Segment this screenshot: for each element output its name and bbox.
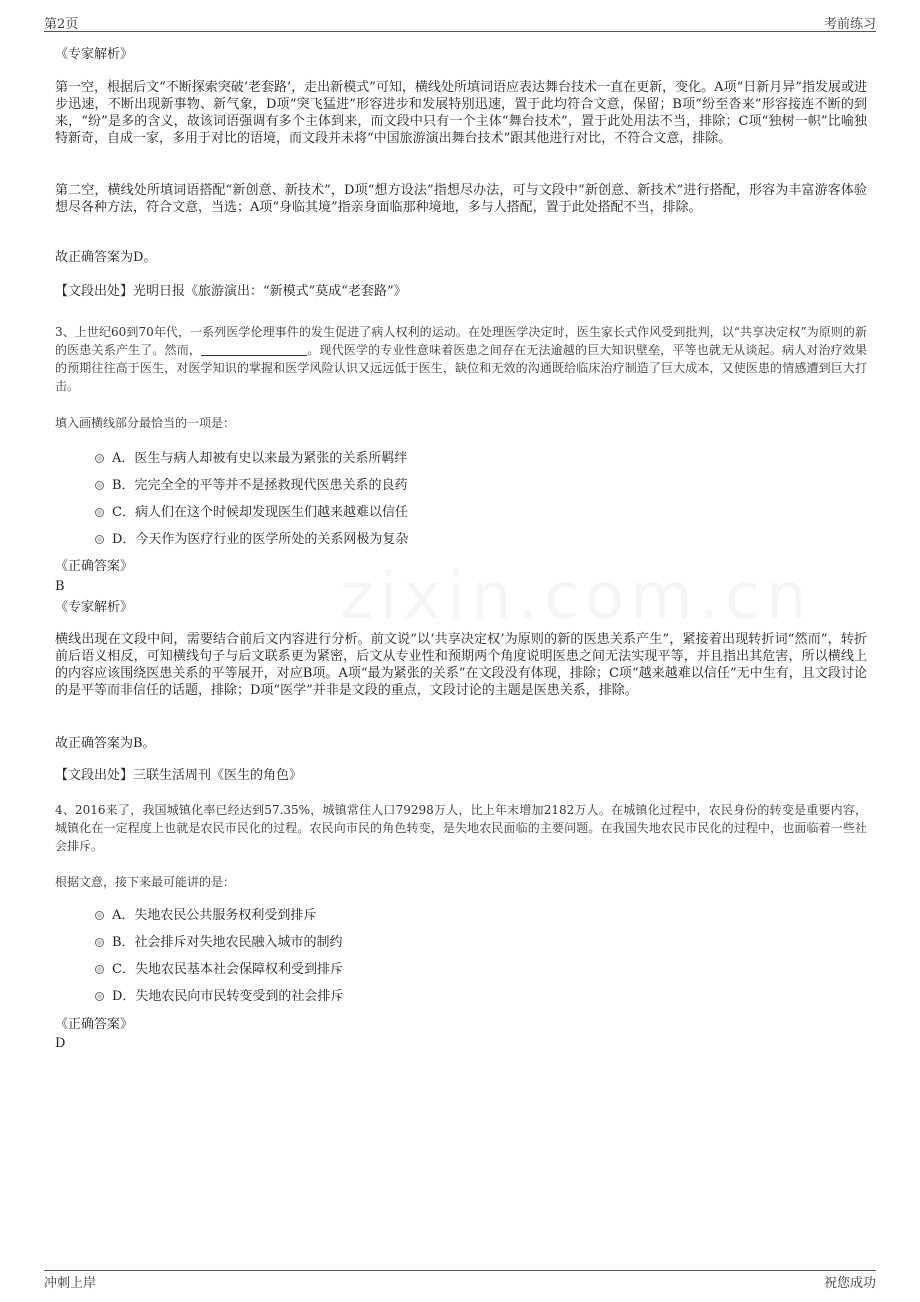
q3-option-b-label: B．完完全全的平等并不是拯救现代医患关系的良药 xyxy=(112,478,408,493)
q2-analysis-para1: 第一空，根据后文“不断探索突破‘老套路’，走出新模式”可知，横线处所填词语应表达舞台技术一直在更新，变化。A项“日新月异”指发展或进步迅速，不断出现新事物、新气象，D项“突飞猛进”形容进步和发展特别迅速，置于此均符合文意，保留；B项“纷至沓来”形容接连不断的到来，“纷”是多的含义，故该词语强调有多个主体到来，而文段中只有一个主体“舞台技术”，置于此处用法不当，排除；C项“独树一帜”比喻独特新奇，自成一家，多用于对比的语境，而文段并未将“中国旅游演出舞台技术”跟其他进行对比，不符合文意，排除。 xyxy=(55,80,867,146)
q2-analysis-label: 《专家解析》 xyxy=(55,47,134,62)
radio-icon[interactable] xyxy=(95,965,104,974)
q3-option-d[interactable] xyxy=(95,531,865,548)
q4-option-c-label: C．失地农民基本社会保障权利受到排斥 xyxy=(112,962,343,977)
q3-prompt: 填入画横线部分最恰当的一项是： xyxy=(55,416,236,430)
q4-option-d-label: D．失地农民向市民转变受到的社会排斥 xyxy=(112,989,344,1004)
q3-option-a-label: A．医生与病人却被有史以来最为紧张的关系所羁绊 xyxy=(112,451,408,466)
q4-option-c[interactable] xyxy=(95,961,865,978)
radio-icon[interactable] xyxy=(95,911,104,920)
radio-icon[interactable] xyxy=(95,481,104,490)
q2-source: 【文段出处】光明日报《旅游演出：“新模式”莫成“老套路”》 xyxy=(55,284,407,299)
q3-option-b[interactable] xyxy=(95,477,865,494)
q4-option-a[interactable] xyxy=(95,907,865,924)
page-footer xyxy=(44,1270,876,1292)
q3-option-d-label: D．今天作为医疗行业的医学所处的关系网极为复杂 xyxy=(112,532,409,547)
q3-answer: B xyxy=(55,579,65,594)
radio-icon[interactable] xyxy=(95,535,104,544)
radio-icon[interactable] xyxy=(95,992,104,1001)
q4-prompt: 根据文意，接下来最可能讲的是： xyxy=(55,875,236,889)
q3-stem-before: 3、上世纪60到70年代，一系列医学伦理事件的发生促进了病人权利的运动。在处理医学决定时，医生家长式作风受到批判，以“共享决定权”为原则的新的医患关系产生了。然而， xyxy=(55,325,867,357)
header-title: 考前练习 xyxy=(823,17,876,32)
q3-stem-after: 。现代医学的专业性意味着医患之间存在无法逾越的巨大知识壁垒，平等也就无从谈起。病人对治疗效果的预期往往高于医生，对医学知识的掌握和医学风险认识又远远低于医生，缺位和无效的沟通既给临床治疗制造了巨大成本，又使医患的情感遭到巨大打击。 xyxy=(55,343,867,393)
footer-left: 冲刺上岸 xyxy=(44,1276,97,1291)
q4-option-b[interactable] xyxy=(95,934,865,951)
q3-source: 【文段出处】三联生活周刊《医生的角色》 xyxy=(55,768,303,783)
footer-right: 祝您成功 xyxy=(823,1276,876,1291)
page-number: 第2页 xyxy=(44,17,79,32)
q3-stem xyxy=(55,323,867,395)
radio-icon[interactable] xyxy=(95,938,104,947)
q4-stem: 4、2016来了，我国城镇化率已经达到57.35%，城镇常住人口79298万人，比上年末增加2182万人。在城镇化过程中，农民身份的转变是重要内容，城镇化在一定程度上也就是农民市民化的过程。农民向市民的角色转变，是失地农民面临的主要问题。在我国失地农民市民化的过程中，也面临着一些社会排斥。 xyxy=(55,803,867,853)
q4-option-d[interactable] xyxy=(95,988,865,1005)
q4-option-a-label: A．失地农民公共服务权利受到排斥 xyxy=(112,908,317,923)
page-header xyxy=(44,13,876,32)
q2-analysis-para2: 第二空，横线处所填词语搭配“新创意、新技术”，D项“想方设法”指想尽办法，可与文段中“新创意、新技术”进行搭配，形容为丰富游客体验想尽各种方法，符合文意，当选；A项“身临其境”指亲身面临那种境地，多与人搭配，置于此处搭配不当，排除。 xyxy=(55,183,867,215)
q3-answer-text: 故正确答案为B。 xyxy=(55,736,156,751)
q4-option-b-label: B．社会排斥对失地农民融入城市的制约 xyxy=(112,935,343,950)
q3-blank xyxy=(201,343,307,356)
q2-answer-text: 故正确答案为D。 xyxy=(55,250,157,265)
q3-analysis: 横线出现在文段中间，需要结合前后文内容进行分析。前文说“以‘共享决定权’为原则的新的医患关系产生”，紧接着出现转折词“然而”，转折前后语义相反，可知横线句子与后文联系更为紧密，后文从专业性和预期两个角度说明医患之间无法实现平等，并且指出其危害，所以横线上的内容应该围绕医患关系的平等展开，对应B项。A项“最为紧张的关系”在文段没有体现，排除；C项“越来越难以信任”无中生有，且文段讨论的是平等而非信任的话题，排除；D项“医学”并非是文段的重点，文段讨论的主题是医患关系，排除。 xyxy=(55,632,867,698)
q4-answer: D xyxy=(55,1036,66,1051)
q3-answer-label: 《正确答案》 xyxy=(55,559,134,574)
q3-analysis-label: 《专家解析》 xyxy=(55,600,134,615)
q4-answer-label: 《正确答案》 xyxy=(55,1017,134,1032)
q3-option-a[interactable] xyxy=(95,450,865,467)
q3-option-c-label: C．病人们在这个时候却发现医生们越来越难以信任 xyxy=(112,505,408,520)
radio-icon[interactable] xyxy=(95,508,104,517)
q3-option-c[interactable] xyxy=(95,504,865,521)
radio-icon[interactable] xyxy=(95,454,104,463)
